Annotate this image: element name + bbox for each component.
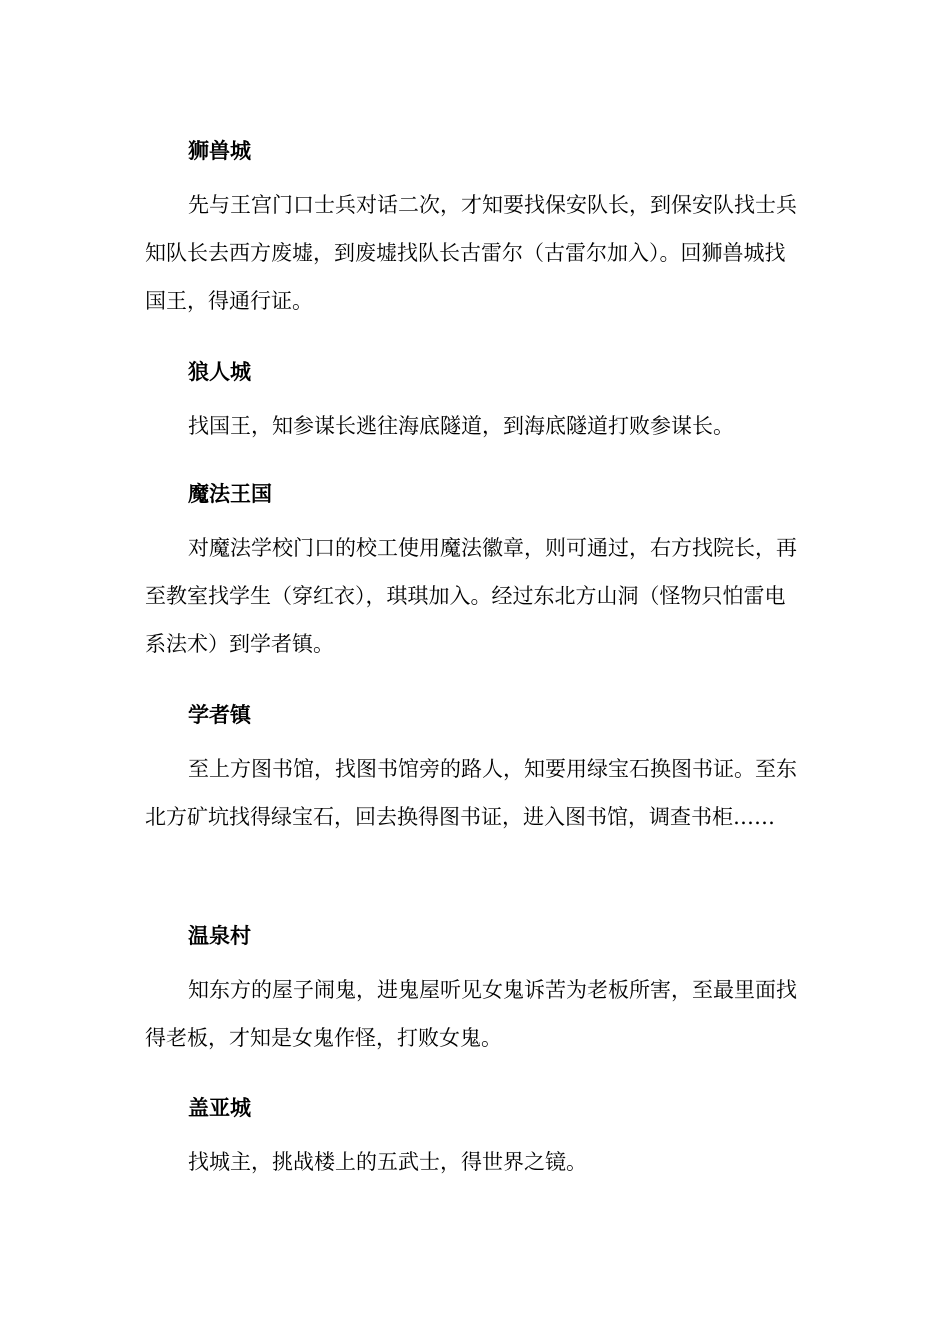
- section-paragraph: 对魔法学校门口的校工使用魔法徽章，则可通过，右方找院长，再至教室找学生（穿红衣），琪琪加入。经过东北方山洞（怪物只怕雷电系法术）到学者镇。: [145, 536, 797, 656]
- section-heading: 狮兽城: [188, 139, 251, 163]
- section-heading: 狼人城: [188, 360, 251, 384]
- section-paragraph: 先与王宫门口士兵对话二次，才知要找保安队长，到保安队找士兵知队长去西方废墟，到废墟找队长古雷尔（古雷尔加入）。回狮兽城找国王，得通行证。: [145, 193, 797, 313]
- section-heading: 盖亚城: [188, 1096, 251, 1120]
- section-paragraph: 找国王，知参谋长逃往海底隧道，到海底隧道打败参谋长。: [188, 414, 734, 438]
- section-scholar-town: [145, 700, 805, 841]
- section-paragraph: 找城主，挑战楼上的五武士，得世界之镜。: [188, 1150, 587, 1174]
- section-heading: 魔法王国: [188, 482, 272, 506]
- section-paragraph: 至上方图书馆，找图书馆旁的路人，知要用绿宝石换图书证。至东北方矿坑找得绿宝石，回去换得图书证，进入图书馆，调查书柜……: [145, 757, 797, 829]
- section-gaia-city: [145, 1093, 805, 1186]
- section-paragraph: 知东方的屋子闹鬼，进鬼屋听见女鬼诉苦为老板所害，至最里面找得老板，才知是女鬼作怪，打败女鬼。: [145, 978, 797, 1050]
- section-hot-spring-village: [145, 921, 805, 1062]
- section-heading: 学者镇: [188, 703, 251, 727]
- section-werewolf-city: [145, 357, 805, 450]
- section-magic-kingdom: [145, 479, 805, 668]
- section-lion-beast-city: [145, 136, 805, 325]
- section-heading: 温泉村: [188, 924, 251, 948]
